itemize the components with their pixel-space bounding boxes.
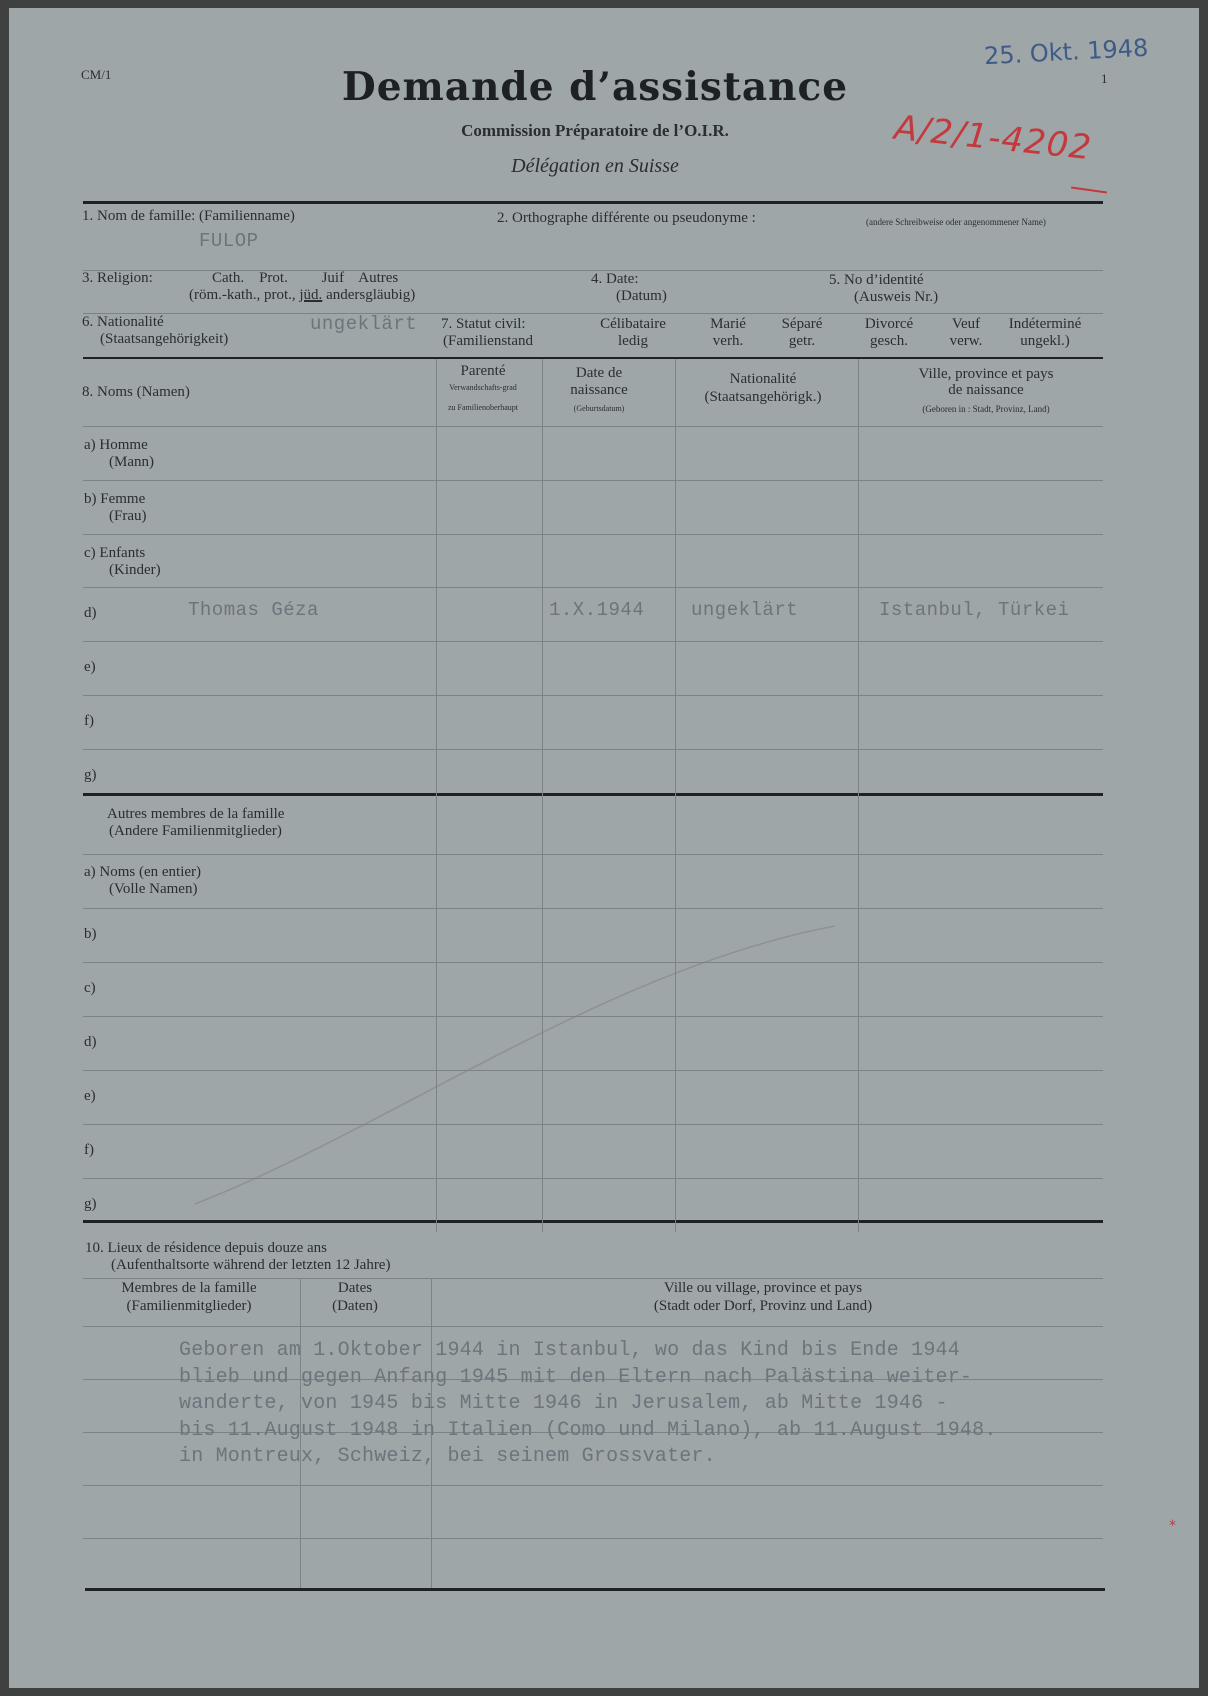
id-sublabel: (Ausweis Nr.) [854, 289, 939, 305]
residence-text-line: bis 11.August 1948 in Italien (Como und Milano), ab 11.August 1948. [179, 1418, 997, 1442]
residence-text-line: Geboren am 1.Oktober 1944 in Istanbul, wo das Kind bis Ende 1944 [179, 1339, 960, 1362]
orthography-sublabel: (andere Schreibweise oder angenommener Name) [866, 217, 1046, 227]
other-col-divider [436, 796, 437, 1232]
members-row-rule [83, 641, 1103, 642]
statut-option-fr: Veuf [951, 316, 981, 332]
other-row-label: a) Noms (en entier) [84, 864, 202, 880]
member-row-label: b) Femme [84, 491, 146, 507]
member-row-label: f) [84, 713, 94, 729]
other-row-rule [83, 908, 1103, 909]
statut-option-fr: Séparé [781, 316, 823, 332]
residence-row-rule [83, 1485, 1103, 1486]
res-col-place: Ville ou village, province et pays [663, 1280, 863, 1296]
other-col-divider [542, 796, 543, 1232]
other-row-rule [83, 1178, 1103, 1179]
statut-label: 7. Statut civil: [441, 316, 526, 332]
other-row-rule [83, 1124, 1103, 1125]
residence-title: 10. Lieux de résidence depuis douze ans [85, 1240, 327, 1256]
nationality-value: ungeklärt [310, 313, 418, 335]
form-sheet [9, 8, 1199, 1688]
col-parente-sub2: zu Familienoberhaupt [448, 403, 518, 412]
statut-option-de: verw. [949, 333, 983, 349]
form-code: CM/1 [81, 67, 112, 82]
other-row-rule [83, 962, 1103, 963]
family-name-label: 1. Nom de famille: (Familienname) [82, 208, 295, 224]
col-place-header: Ville, province et pays [918, 366, 1054, 382]
date-sublabel: (Datum) [616, 288, 667, 304]
residence-text-line: blieb und gegen Anfang 1945 mit den Eltern nach Palästina weiter- [179, 1365, 973, 1389]
other-col-divider [858, 796, 859, 1232]
col-nat-header: Nationalité [729, 371, 797, 387]
col-place-header2: de naissance [948, 382, 1024, 398]
col-nat-sub: (Staatsangehörigk.) [704, 389, 822, 405]
orthography-label: 2. Orthographe différente ou pseudonyme : [497, 210, 756, 226]
form-title: Demande d’assistance [341, 64, 849, 110]
member-row-label: c) Enfants [84, 545, 146, 561]
statut-sublabel: (Familienstand [443, 333, 533, 349]
members-row-rule [83, 587, 1103, 588]
other-row-label: d) [84, 1034, 97, 1050]
statut-option-de: ungekl.) [1020, 333, 1070, 349]
other-row-label: c) [84, 980, 96, 996]
religion-jud-marked: jüd. [299, 287, 323, 303]
member-row-label: e) [84, 659, 96, 675]
members-row-rule [83, 480, 1103, 481]
family-name-value: FULOP [199, 230, 259, 252]
residence-sub: (Aufenthaltsorte während der letzten 12 Jahre) [111, 1257, 391, 1273]
residence-text-line: wanderte, von 1945 bis Mitte 1946 in Jerusalem, ab Mitte 1946 - [179, 1392, 948, 1415]
other-row-label: g) [84, 1196, 97, 1212]
other-col-divider [675, 796, 676, 1232]
member-name: Thomas Géza [188, 599, 319, 621]
file-number: A/2/1-4202 [892, 107, 1094, 169]
nationality-sublabel: (Staatsangehörigkeit) [100, 331, 229, 347]
religion-options-de-prefix: (röm.-kath., prot., [189, 287, 300, 303]
col-names-header: 8. Noms (Namen) [82, 384, 190, 400]
delegation-line: Délégation en Suisse [511, 155, 679, 177]
statut-option-fr: Divorcé [864, 316, 914, 332]
members-row-rule [83, 695, 1103, 696]
other-row-rule [83, 1070, 1103, 1071]
residence-text-line: in Montreux, Schweiz, bei seinem Grossvater. [179, 1445, 716, 1468]
other-row-label: b) [84, 926, 97, 942]
date-stamp: 25. Okt. 1948 [983, 33, 1149, 71]
religion-options: Cath. Prot. Juif Autres [212, 270, 399, 286]
member-row-sublabel: (Kinder) [109, 562, 161, 578]
member-row-label: a) Homme [84, 437, 148, 453]
col-parente-header: Parenté [460, 363, 506, 379]
member-row-sublabel: (Mann) [109, 454, 154, 470]
red-mark: * [1169, 1518, 1176, 1534]
member-row-sublabel: (Frau) [109, 508, 147, 524]
member-dob: 1.X.1944 [549, 599, 645, 621]
res-col-dates-sub: (Daten) [332, 1298, 378, 1314]
residence-top-rule [83, 1220, 1103, 1223]
col-dob-sub: (Geburtsdatum) [573, 404, 625, 413]
other-row-rule [83, 1016, 1103, 1017]
members-row-rule [83, 749, 1103, 750]
date-label: 4. Date: [591, 271, 639, 287]
residence-header-rule [83, 1326, 1103, 1327]
member-row-label: d) [84, 605, 97, 621]
religion-options-de-suffix: andersgläubig) [322, 287, 416, 303]
statut-option-fr: Marié [710, 316, 746, 332]
id-label: 5. No d’identité [829, 272, 924, 288]
members-header-rule [83, 426, 1103, 427]
statut-option-de: ledig [618, 333, 648, 349]
statut-option-de: verh. [712, 333, 744, 349]
page-number: 1 [1101, 71, 1108, 86]
other-row-rule [83, 854, 1103, 855]
res-col-place-sub: (Stadt oder Dorf, Provinz und Land) [653, 1298, 873, 1314]
statut-option-fr: Indéterminé [1008, 316, 1082, 332]
religion-label: 3. Religion: [82, 270, 153, 286]
col-dob-header2: naissance [570, 382, 628, 398]
residence-row-rule [83, 1538, 1103, 1539]
form-subtitle: Commission Préparatoire de l’O.I.R. [461, 121, 729, 140]
member-birthplace: Istanbul, Türkei [879, 599, 1070, 621]
res-col-members: Membres de la famille [121, 1280, 257, 1296]
col-dob-header: Date de [575, 365, 623, 381]
col-parente-sub1: Verwandschafts-grad [449, 383, 517, 392]
bottom-rule [85, 1588, 1105, 1591]
member-row-label: g) [84, 767, 97, 783]
members-row-rule [83, 534, 1103, 535]
res-col-members-sub: (Familienmitglieder) [126, 1298, 252, 1314]
col-place-sub: (Geboren in : Stadt, Provinz, Land) [922, 404, 1050, 414]
other-row-label: f) [84, 1142, 94, 1158]
res-col-dates: Dates [337, 1280, 373, 1296]
other-row-sublabel: (Volle Namen) [109, 881, 198, 897]
other-members-sub: (Andere Familienmitglieder) [109, 823, 282, 839]
nationality-label: 6. Nationalité [82, 314, 164, 330]
residence-header-top [83, 1278, 1103, 1279]
statut-option-fr: Célibataire [600, 316, 666, 332]
statut-option-de: gesch. [870, 333, 908, 349]
member-nationality: ungeklärt [691, 599, 799, 621]
statut-option-de: getr. [788, 333, 816, 349]
other-members-title: Autres membres de la famille [107, 806, 285, 822]
other-row-label: e) [84, 1088, 96, 1104]
